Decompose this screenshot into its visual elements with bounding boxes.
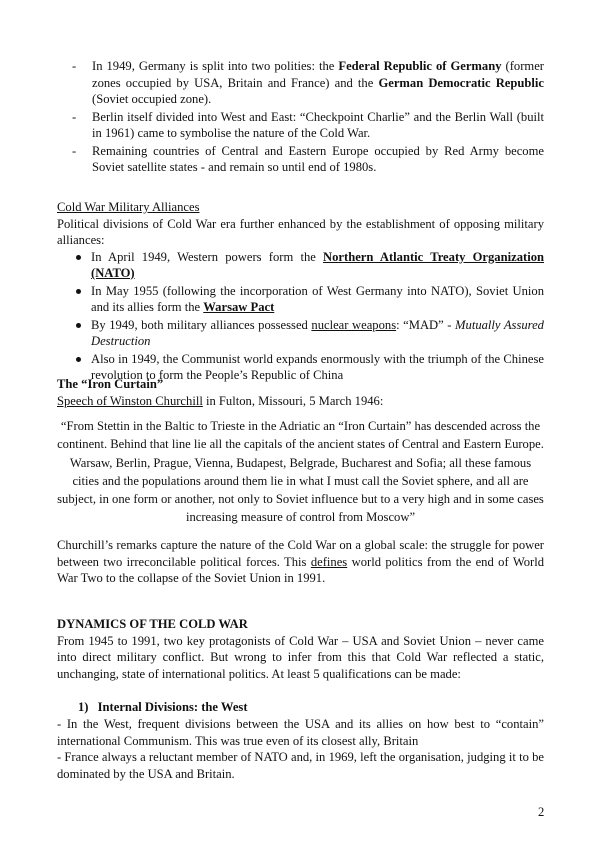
section-heading-west [78,699,248,716]
dash-marker: - [72,109,77,124]
defines-term: defines [310,554,348,569]
west-para-1: - In the West, frequent divisions between the USA and its allies on how best to “contain” international Communism. This was true even of its closest ally, Britain [57,717,544,748]
warsaw-pact-term: Warsaw Pact [203,300,275,314]
page-number: 2 [538,805,545,819]
churchill-quote: “From Stettin in the Baltic to Trieste in the Adriatic an “Iron Curtain” has descended across the continent. Behind that line lie all the capitals of the ancient states of Central and Eastern Europe. Warsaw, Berlin, Prague, Vienna, Budapest, Belgrade, Bucharest and Sofia; all these famous cities and the populations around them lie in what I must call the Soviet sphere, and all are subject, in one form or another, not only to Soviet influence but to a very high and in some cases increasing measure of control from Moscow” [57,419,544,525]
west-para-2: - France always a reluctant member of NATO and, in 1969, left the organisation, judging it to be dominated by the USA and Britain. [57,750,544,781]
frg-term: Federal Republic of Germany [338,59,502,73]
list-item: Also in 1949, the Communist world expands enormously with the triumph of the Chinese revolution to form the People’s Republic of China [57,351,544,384]
alliances-section [57,199,544,385]
dynamics-intro: From 1945 to 1991, two key protagonists of Cold War – USA and Soviet Union – never came into direct military conflict. But wrong to infer from this that Cold War reflected a static, unchanging, state of international politics. At least 5 qualifications can be made: [57,633,544,681]
list-item: By 1949, both military alliances possessed nuclear weapons: “MAD” - Mutually Assured Destruction [57,317,544,350]
iron-curtain-heading: The “Iron Curtain” [57,377,164,391]
alliances-heading: Cold War Military Alliances [57,200,200,214]
bullet-dot [76,323,81,328]
section-number: 1) [78,700,89,714]
west-divisions-text [57,716,544,782]
list-item: - Berlin itself divided into West and East: “Checkpoint Charlie” and the Berlin Wall (built in 1961) came to symbolise the nature of the Cold War. [72,109,544,140]
nuclear-weapons-term: nuclear weapons [311,317,397,332]
alliances-bullet-list [57,249,544,384]
speech-link: Speech of Winston Churchill [57,393,203,408]
mad-term: Mutually Assured Destruction [91,317,544,348]
germany-dash-list [72,58,545,177]
nato-term: Northern Atlantic Treaty Organization (NATO) [91,249,544,280]
iron-curtain-section [57,376,544,409]
bullet-dot [76,289,81,294]
dynamics-heading: DYNAMICS OF THE COLD WAR [57,617,248,631]
section-title: Internal Divisions: the West [97,700,248,714]
list-item: In May 1955 (following the incorporation of West Germany into NATO), Soviet Union and its allies form the Warsaw Pact [57,283,544,316]
list-item: In April 1949, Western powers form the Northern Atlantic Treaty Organization (NATO) [57,249,544,282]
dash-marker: - [72,59,77,73]
speech-line: Speech of Winston Churchill in Fulton, Missouri, 5 March 1946: [57,393,384,408]
gdr-term: German Democratic Republic [378,75,544,90]
bullet-dot [76,255,81,260]
dynamics-section [57,616,544,682]
dash-marker: - [72,143,77,158]
list-item: - In 1949, Germany is split into two polities: the Federal Republic of Germany (former zones occupied by USA, Britain and France) and the German Democratic Republic (Soviet occupied zone). [72,59,545,106]
list-item: - Remaining countries of Central and Eastern Europe occupied by Red Army become Soviet satellite states - and remain so until end of 1980s. [72,143,544,174]
bullet-dot [76,357,81,362]
alliances-intro: Political divisions of Cold War era further enhanced by the establishment of opposing military alliances: [57,216,544,247]
churchill-commentary: Churchill’s remarks capture the nature of the Cold War on a global scale: the struggle for power between two irreconcilable political forces. This defines world politics from the end of World War Two to the collapse of the Soviet Union in 1991. [57,538,544,585]
